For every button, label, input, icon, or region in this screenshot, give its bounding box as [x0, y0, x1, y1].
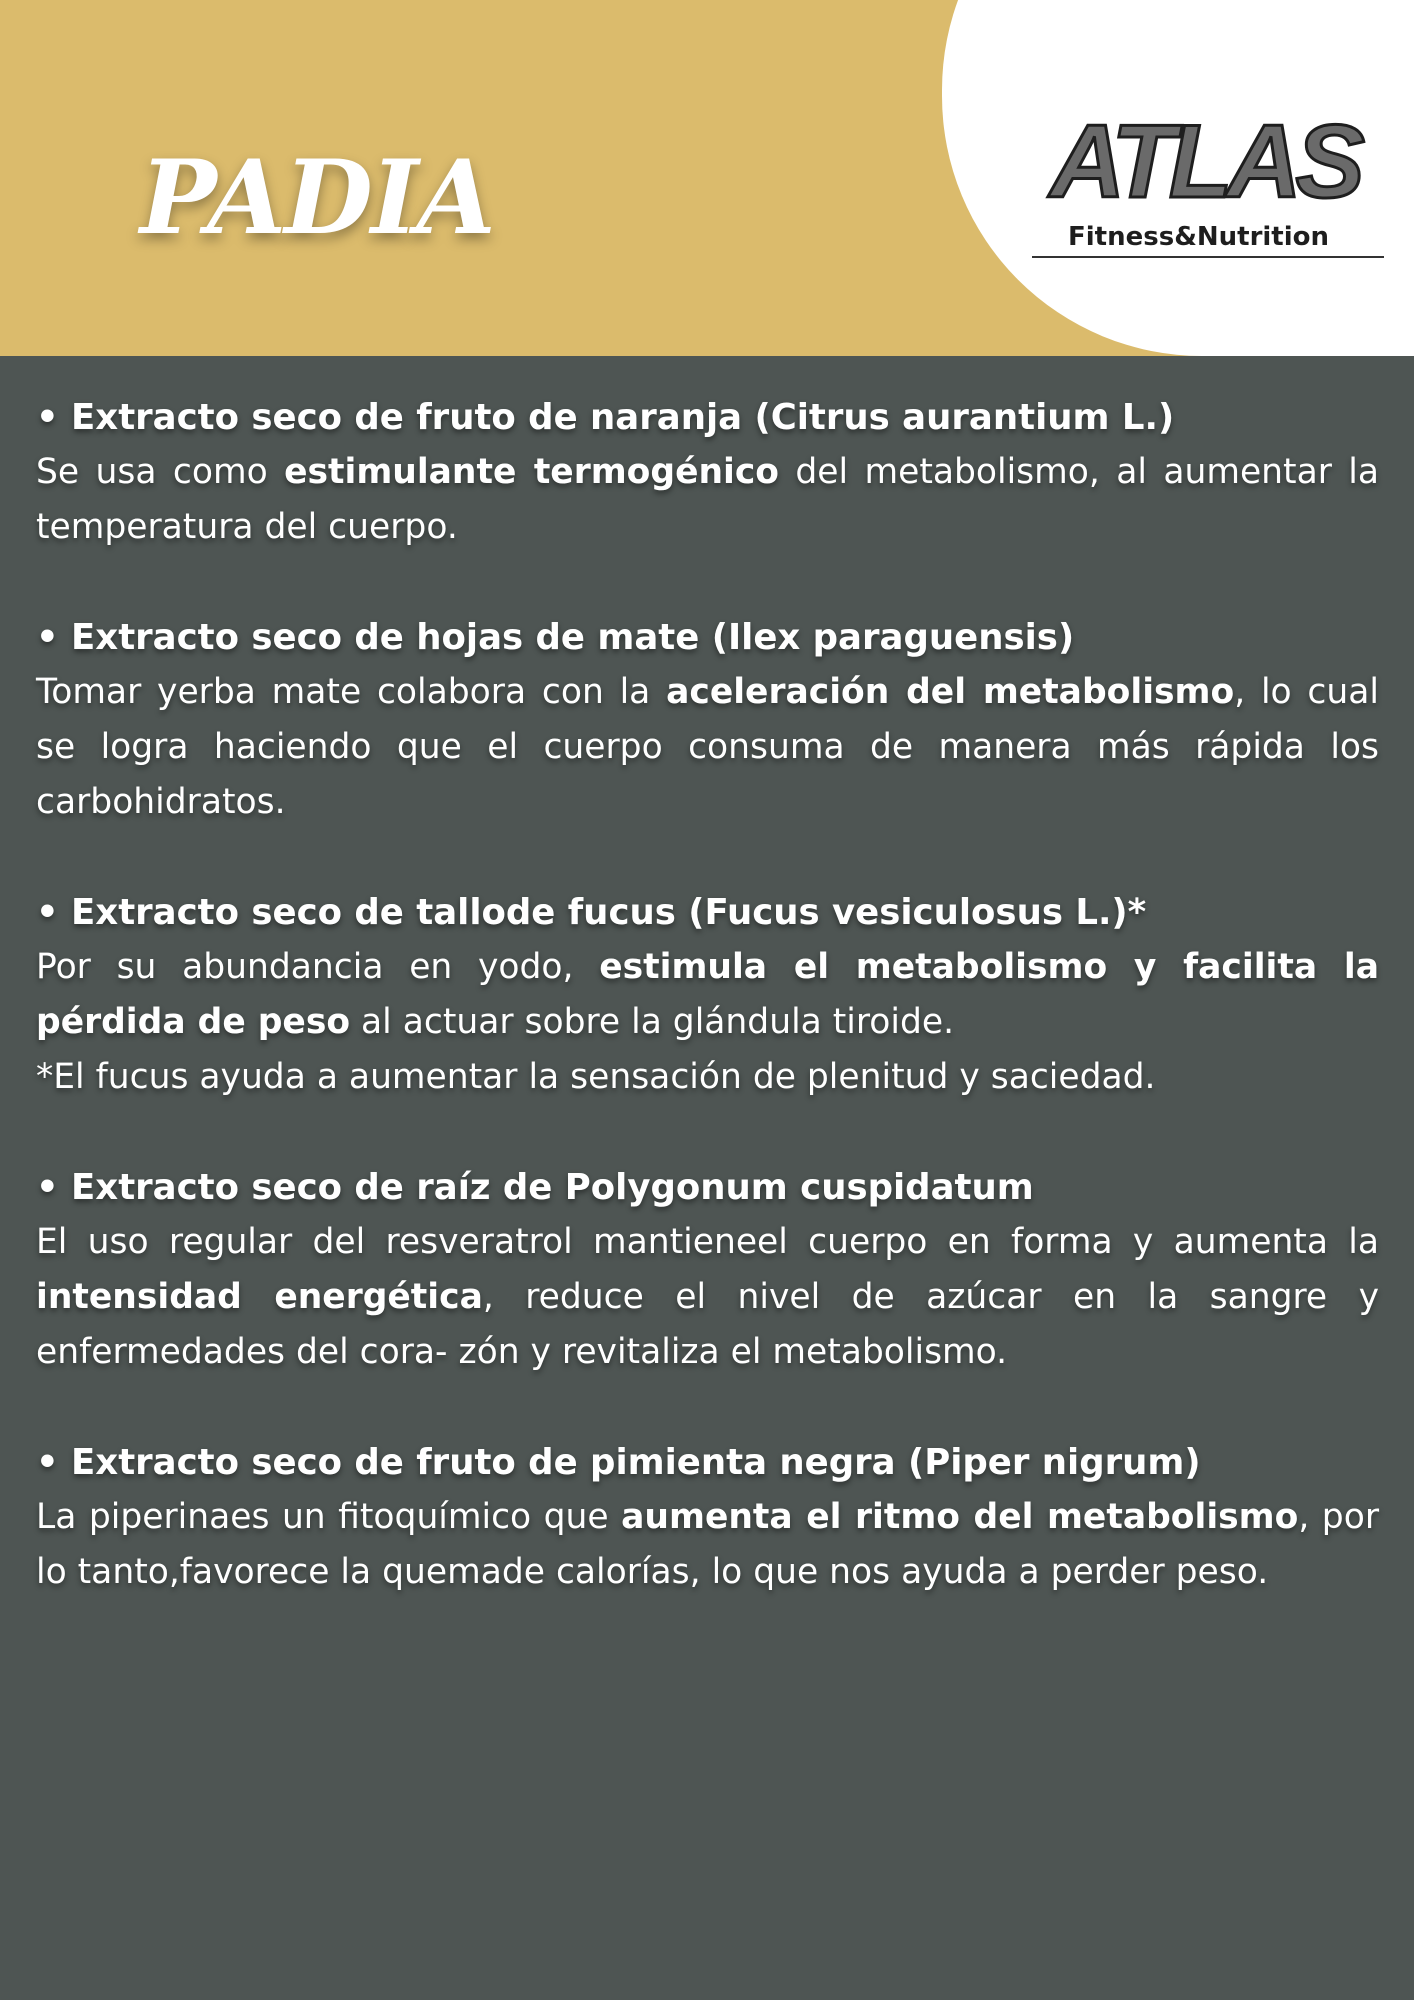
ingredient-note: *El fucus ayuda a aumentar la sensación de plenitud y saciedad.: [36, 1057, 1156, 1097]
ingredient-item: [36, 1160, 1379, 1380]
ingredient-item: [36, 390, 1379, 555]
ingredient-list: [36, 390, 1379, 1655]
ingredient-title: • Extracto seco de raíz de Polygonum cuspidatum: [36, 1167, 1034, 1208]
ingredient-description: El uso regular del resveratrol mantieneel cuerpo en forma y aumenta la intensidad energética, reduce el nivel de azúcar en la sangre y enfermedades del cora- zón y revitaliza el metabolismo.: [36, 1222, 1379, 1372]
ingredient-item: [36, 1435, 1379, 1600]
product-title: PADIA: [140, 138, 494, 258]
ingredient-title: • Extracto seco de fruto de naranja (Citrus aurantium L.): [36, 397, 1175, 438]
ingredient-title: • Extracto seco de hojas de mate (Ilex paraguensis): [36, 617, 1075, 658]
ingredient-title: • Extracto seco de tallode fucus (Fucus vesiculosus L.)*: [36, 892, 1147, 933]
ingredient-description: La piperinaes un fitoquímico que aumenta el ritmo del metabolismo, por lo tanto,favorece la quemade calorías, lo que nos ayuda a perder peso.: [36, 1497, 1379, 1592]
logo-tagline: Fitness&Nutrition: [1068, 222, 1330, 252]
logo-wordmark: ATLAS: [1050, 104, 1359, 220]
ingredient-description: Tomar yerba mate colabora con la aceleración del metabolismo, lo cual se logra haciendo que el cuerpo consuma de manera más rápida los carbohidratos.: [36, 672, 1379, 822]
ingredient-item: [36, 885, 1379, 1105]
header-banner: [0, 0, 1414, 356]
ingredient-item: [36, 610, 1379, 830]
ingredient-description: Por su abundancia en yodo, estimula el metabolismo y facilita la pérdida de peso al actuar sobre la glándula tiroide.: [36, 947, 1379, 1042]
logo-underline: [1032, 256, 1384, 258]
ingredient-description: Se usa como estimulante termogénico del metabolismo, al aumentar la temperatura del cuerpo.: [36, 452, 1380, 547]
atlas-logo: [1030, 104, 1384, 260]
ingredient-title: • Extracto seco de fruto de pimienta negra (Piper nigrum): [36, 1442, 1201, 1483]
